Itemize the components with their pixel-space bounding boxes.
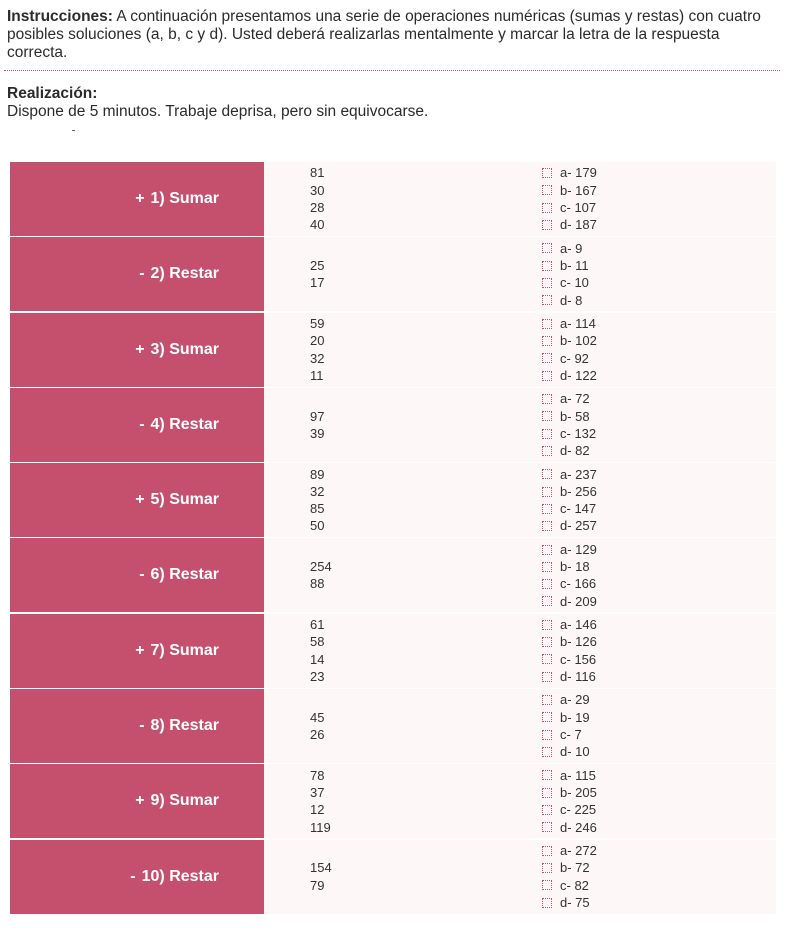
answer-option[interactable] (542, 367, 742, 384)
operand: 17 (310, 275, 325, 291)
answer-option[interactable] (542, 517, 742, 534)
exercise-row (10, 689, 776, 763)
operand-list (310, 764, 430, 838)
answer-option[interactable] (542, 466, 742, 483)
answer-checkbox[interactable] (542, 185, 552, 195)
operand: 26 (310, 727, 325, 743)
answer-option[interactable] (542, 784, 742, 801)
answer-option[interactable] (542, 164, 742, 181)
operation-name: 2) Restar (150, 265, 219, 283)
section-divider (4, 70, 780, 71)
answer-checkbox[interactable] (542, 596, 552, 606)
answer-checkbox[interactable] (542, 788, 552, 798)
answer-checkbox[interactable] (542, 846, 552, 856)
answer-options (542, 614, 742, 688)
exercise-row (10, 764, 776, 838)
operation-sign: - (139, 717, 145, 735)
answer-checkbox[interactable] (542, 620, 552, 630)
operation-label (10, 162, 264, 236)
answer-option[interactable] (542, 541, 742, 558)
operand: 78 (310, 767, 325, 783)
answer-checkbox[interactable] (542, 562, 552, 572)
operand: 154 (310, 860, 332, 876)
operand: 89 (310, 466, 325, 482)
answer-option-label: c- 147 (560, 501, 597, 517)
answer-options (542, 463, 742, 537)
answer-options (542, 388, 742, 462)
operand-list (310, 313, 430, 387)
answer-option-label: a- 29 (560, 692, 590, 708)
operand: 85 (310, 501, 325, 517)
answer-option-label: b- 19 (560, 709, 590, 725)
answer-option[interactable] (542, 859, 742, 876)
realizacion-section (7, 85, 707, 121)
answer-options (542, 764, 742, 838)
answer-checkbox[interactable] (542, 394, 552, 404)
answer-option-label: a- 237 (560, 466, 597, 482)
answer-checkbox[interactable] (542, 730, 552, 740)
answer-option-label: b- 102 (560, 333, 597, 349)
answer-option[interactable] (542, 709, 742, 726)
answer-option-label: c- 132 (560, 425, 597, 441)
operand: 81 (310, 165, 325, 181)
answer-option[interactable] (542, 668, 742, 685)
operation-name: 6) Restar (150, 566, 219, 584)
answer-checkbox[interactable] (542, 429, 552, 439)
answer-option[interactable] (542, 274, 742, 291)
operand: 119 (310, 819, 331, 835)
answer-checkbox[interactable] (542, 863, 552, 873)
operation-sign: - (139, 566, 145, 584)
answer-option-label: c- 156 (560, 651, 597, 667)
answer-checkbox[interactable] (542, 469, 552, 479)
answer-checkbox[interactable] (542, 319, 552, 329)
answer-option-label: d- 246 (560, 819, 597, 835)
answer-options (542, 538, 742, 612)
answer-option-label: c- 92 (560, 350, 589, 366)
answer-option[interactable] (542, 216, 742, 233)
operand-list (310, 388, 430, 462)
operand-list (310, 538, 430, 612)
answer-option-label: d- 8 (560, 292, 583, 308)
answer-option-label: b- 58 (560, 408, 590, 424)
answer-option[interactable] (542, 894, 742, 911)
operation-name: 4) Restar (150, 415, 219, 433)
exercise-row (10, 463, 776, 537)
exercise-list (10, 162, 776, 915)
answer-option-label: a- 129 (560, 541, 597, 557)
answer-option-label: a- 72 (560, 391, 590, 407)
answer-checkbox[interactable] (542, 261, 552, 271)
operand: 12 (310, 802, 325, 818)
answer-option[interactable] (542, 616, 742, 633)
answer-option[interactable] (542, 292, 742, 309)
operation-sign: + (135, 190, 145, 207)
operand: 14 (310, 651, 325, 667)
answer-option[interactable] (542, 801, 742, 818)
answer-option-label: b- 18 (560, 559, 590, 575)
operation-label (10, 237, 264, 311)
answer-option[interactable] (542, 558, 742, 575)
operand-list (310, 689, 430, 763)
answer-checkbox[interactable] (542, 654, 552, 664)
answer-checkbox[interactable] (542, 545, 552, 555)
answer-option-label: d- 122 (560, 367, 597, 383)
operation-sign: - (139, 415, 145, 433)
realizacion-text: Dispone de 5 minutos. Trabaje deprisa, pero sin equivocarse. (7, 103, 429, 120)
operand-list (310, 237, 430, 311)
operation-name: 8) Restar (150, 717, 219, 735)
answer-option[interactable] (542, 483, 742, 500)
answer-option[interactable] (542, 819, 742, 836)
operation-label (10, 840, 264, 914)
answer-option-label: d- 116 (560, 669, 596, 685)
answer-checkbox[interactable] (542, 243, 552, 253)
answer-option-label: d- 257 (560, 518, 597, 534)
answer-option[interactable] (542, 390, 742, 407)
answer-option[interactable] (542, 767, 742, 784)
answer-option[interactable] (542, 651, 742, 668)
operation-label (10, 463, 264, 537)
operand: 11 (310, 367, 324, 383)
operand: 30 (310, 182, 325, 198)
answer-option[interactable] (542, 182, 742, 199)
operation-label (10, 764, 264, 838)
exercise-row (10, 538, 776, 612)
operation-label (10, 538, 264, 612)
answer-option-label: b- 256 (560, 483, 597, 499)
operation-sign: + (135, 491, 145, 509)
answer-option[interactable] (542, 199, 742, 216)
answer-option[interactable] (542, 442, 742, 459)
answer-option[interactable] (542, 877, 742, 894)
answer-option-label: b- 11 (560, 258, 589, 273)
operation-sign: + (135, 641, 145, 659)
answer-option[interactable] (542, 593, 742, 610)
instructions-label: Instrucciones: (7, 8, 113, 25)
answer-checkbox[interactable] (542, 521, 552, 531)
answer-checkbox[interactable] (542, 353, 552, 363)
answer-option-label: c- 82 (560, 877, 589, 893)
answer-option[interactable] (542, 332, 742, 349)
answer-option[interactable] (542, 257, 742, 274)
answer-option-label: a- 146 (560, 617, 597, 633)
answer-option-label: d- 209 (560, 593, 597, 609)
operation-name: 3) Sumar (150, 340, 219, 358)
answer-option[interactable] (542, 408, 742, 425)
answer-checkbox[interactable] (542, 446, 552, 456)
operation-name: 7) Sumar (150, 641, 219, 659)
answer-option[interactable] (542, 315, 742, 332)
operand: 37 (310, 785, 325, 801)
answer-checkbox[interactable] (542, 203, 552, 213)
operand: 59 (310, 316, 325, 331)
answer-option-label: d- 10 (560, 744, 590, 760)
answer-option-label: a- 115 (560, 767, 596, 783)
answer-option-label: a- 114 (560, 316, 596, 331)
answer-checkbox[interactable] (542, 898, 552, 908)
answer-checkbox[interactable] (542, 672, 552, 682)
answer-options (542, 237, 742, 311)
operation-name: 5) Sumar (150, 491, 219, 509)
operation-name: 1) Sumar (150, 190, 219, 207)
operand: 23 (310, 669, 325, 685)
operand-list (310, 614, 430, 688)
operand-list (310, 463, 430, 537)
answer-checkbox[interactable] (542, 487, 552, 497)
operand: 61 (310, 617, 325, 633)
answer-option[interactable] (542, 743, 742, 760)
answer-option-label: c- 107 (560, 200, 597, 215)
exercise-row (10, 614, 776, 688)
answer-checkbox[interactable] (542, 411, 552, 421)
operand: 50 (310, 518, 325, 534)
answer-checkbox[interactable] (542, 504, 552, 514)
operation-sign: - (130, 867, 136, 885)
answer-option[interactable] (542, 726, 742, 743)
answer-option-label: c- 166 (560, 576, 597, 592)
exercise-row (10, 162, 776, 236)
answer-checkbox[interactable] (542, 747, 552, 757)
operation-sign: + (135, 340, 145, 358)
answer-option-label: c- 225 (560, 802, 597, 818)
operand: 45 (310, 709, 325, 725)
answer-checkbox[interactable] (542, 168, 552, 178)
answer-checkbox[interactable] (542, 295, 552, 305)
answer-option-label: a- 9 (560, 240, 583, 256)
operand-list (310, 840, 430, 914)
answer-checkbox[interactable] (542, 220, 552, 230)
answer-checkbox[interactable] (542, 880, 552, 890)
operand: 40 (310, 217, 325, 233)
answer-option[interactable] (542, 633, 742, 650)
operand: 97 (310, 408, 325, 424)
answer-option[interactable] (542, 691, 742, 708)
operation-label (10, 388, 264, 462)
answer-option-label: b- 167 (560, 182, 597, 198)
answer-option-label: d- 75 (560, 894, 590, 910)
answer-option-label: c- 10 (560, 275, 589, 291)
answer-checkbox[interactable] (542, 637, 552, 647)
answer-options (542, 840, 742, 914)
realizacion-heading: Realización: (7, 85, 98, 102)
operand: 25 (310, 258, 325, 273)
operation-name: 9) Sumar (150, 792, 219, 810)
operand: 88 (310, 576, 325, 592)
operand: 28 (310, 200, 325, 215)
answer-option-label: d- 187 (560, 217, 597, 233)
answer-checkbox[interactable] (542, 712, 552, 722)
answer-checkbox[interactable] (542, 695, 552, 705)
stray-mark (72, 130, 75, 131)
answer-option[interactable] (542, 842, 742, 859)
answer-option[interactable] (542, 575, 742, 592)
instructions-text: A continuación presentamos una serie de operaciones numéricas (sumas y restas) con cuatro posibles soluciones (a, b, c y d). Usted deberá realizarlas mentalmente y marcar la letra de la respuesta correcta. (7, 8, 761, 61)
answer-option[interactable] (542, 240, 742, 257)
instructions-paragraph (7, 8, 783, 62)
operand: 254 (310, 559, 332, 575)
answer-option-label: b- 126 (560, 634, 597, 650)
answer-option[interactable] (542, 500, 742, 517)
operation-name: 10) Restar (141, 867, 219, 885)
exercise-row (10, 388, 776, 462)
operand-list (310, 162, 430, 236)
answer-checkbox[interactable] (542, 579, 552, 589)
answer-options (542, 313, 742, 387)
answer-option-label: c- 7 (560, 727, 582, 743)
answer-checkbox[interactable] (542, 805, 552, 815)
operation-label (10, 313, 264, 387)
operand: 20 (310, 333, 325, 349)
operand: 32 (310, 350, 325, 366)
exercise-row (10, 840, 776, 914)
answer-option-label: a- 272 (560, 843, 597, 859)
answer-option-label: d- 82 (560, 443, 590, 459)
exercise-row (10, 237, 776, 311)
operation-label (10, 689, 264, 763)
operand: 32 (310, 483, 325, 499)
answer-option-label: b- 205 (560, 785, 597, 801)
answer-checkbox[interactable] (542, 822, 552, 832)
exercise-row (10, 313, 776, 387)
answer-checkbox[interactable] (542, 278, 552, 288)
operation-label (10, 614, 264, 688)
operand: 39 (310, 425, 325, 441)
answer-options (542, 689, 742, 763)
answer-option[interactable] (542, 350, 742, 367)
answer-option-label: b- 72 (560, 860, 590, 876)
answer-option[interactable] (542, 425, 742, 442)
answer-options (542, 162, 742, 236)
operation-sign: + (135, 792, 145, 810)
answer-checkbox[interactable] (542, 371, 552, 381)
answer-option-label: a- 179 (560, 165, 597, 181)
answer-checkbox[interactable] (542, 336, 552, 346)
answer-checkbox[interactable] (542, 770, 552, 780)
operation-sign: - (139, 265, 145, 283)
operand: 79 (310, 877, 325, 893)
operand: 58 (310, 634, 325, 650)
